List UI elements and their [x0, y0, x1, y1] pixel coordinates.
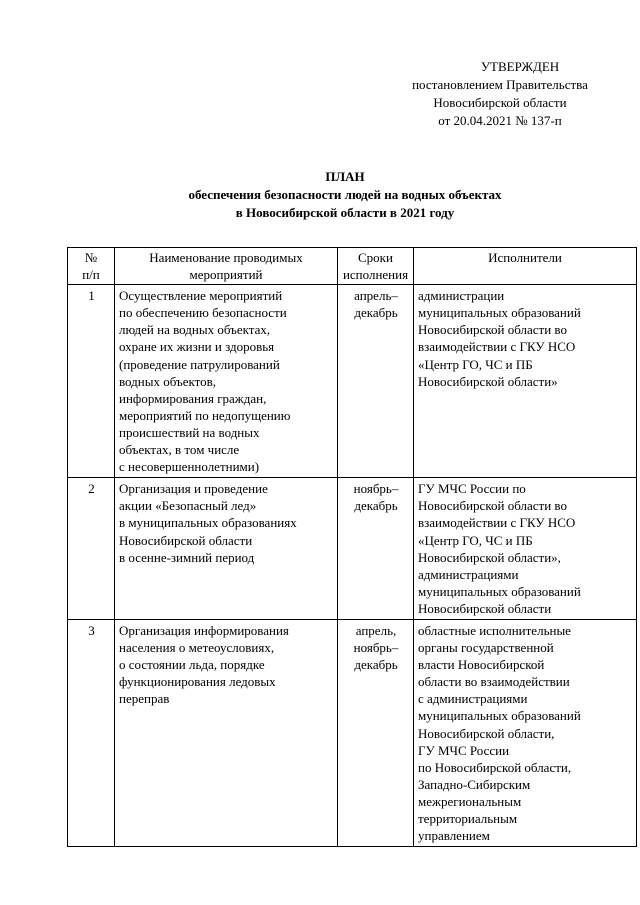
row-name: Организация и проведение акции «Безопасный лед» в муниципальных образованиях Новосибирской области в осенне-зимний период — [115, 478, 338, 620]
row-name: Организация информирования населения о метеоусловиях, о состоянии льда, порядке функционирования ледовых переправ — [115, 619, 338, 846]
row-terms: апрель– декабрь — [338, 285, 414, 478]
approval-line-2: Новосибирской области — [433, 95, 567, 110]
plan-table — [67, 247, 637, 847]
row-executors: ГУ МЧС России по Новосибирской области во взаимодействии с ГКУ НСО «Центр ГО, ЧС и ПБ Новосибирской области», администрациями муниципальных образований Новосибирской области — [414, 478, 637, 620]
plan-subtitle-2: в Новосибирской области в 2021 году — [235, 205, 455, 220]
row-num: 2 — [68, 478, 115, 620]
header-num: № п/п — [68, 248, 115, 285]
approval-line-1: постановлением Правительства — [412, 77, 588, 92]
table-row — [68, 285, 637, 478]
table-row — [68, 619, 637, 846]
row-executors: областные исполнительные органы государственной власти Новосибирской области во взаимодействии с администрациями муниципальных образований Новосибирской области, ГУ МЧС России по Новосибирской области, Западно-Сибирским межрегиональным территориальным управлением — [414, 619, 637, 846]
row-num: 1 — [68, 285, 115, 478]
plan-title: ПЛАН — [325, 169, 365, 184]
header-executors: Исполнители — [414, 248, 637, 285]
row-num: 3 — [68, 619, 115, 846]
row-terms: ноябрь– декабрь — [338, 478, 414, 620]
row-executors: администрации муниципальных образований Новосибирской области во взаимодействии с ГКУ НСО «Центр ГО, ЧС и ПБ Новосибирской области» — [414, 285, 637, 478]
table-row — [68, 478, 637, 620]
plan-title-block — [0, 168, 640, 222]
header-terms: Сроки исполнения — [338, 248, 414, 285]
row-terms: апрель, ноябрь– декабрь — [338, 619, 414, 846]
plan-subtitle-1: обеспечения безопасности людей на водных объектах — [188, 187, 502, 202]
approval-block — [380, 58, 620, 130]
table-header-row — [68, 248, 637, 285]
approval-line-3: от 20.04.2021 № 137-п — [438, 113, 562, 128]
header-name: Наименование проводимых мероприятий — [115, 248, 338, 285]
approval-heading: УТВЕРЖДЕН — [480, 59, 560, 74]
row-name: Осуществление мероприятий по обеспечению безопасности людей на водных объектах, охране их жизни и здоровья (проведение патрулирований водных объектов, информирования граждан, мероприятий по недопущению происшествий на водных объектах, в том числе с несовершеннолетними) — [115, 285, 338, 478]
